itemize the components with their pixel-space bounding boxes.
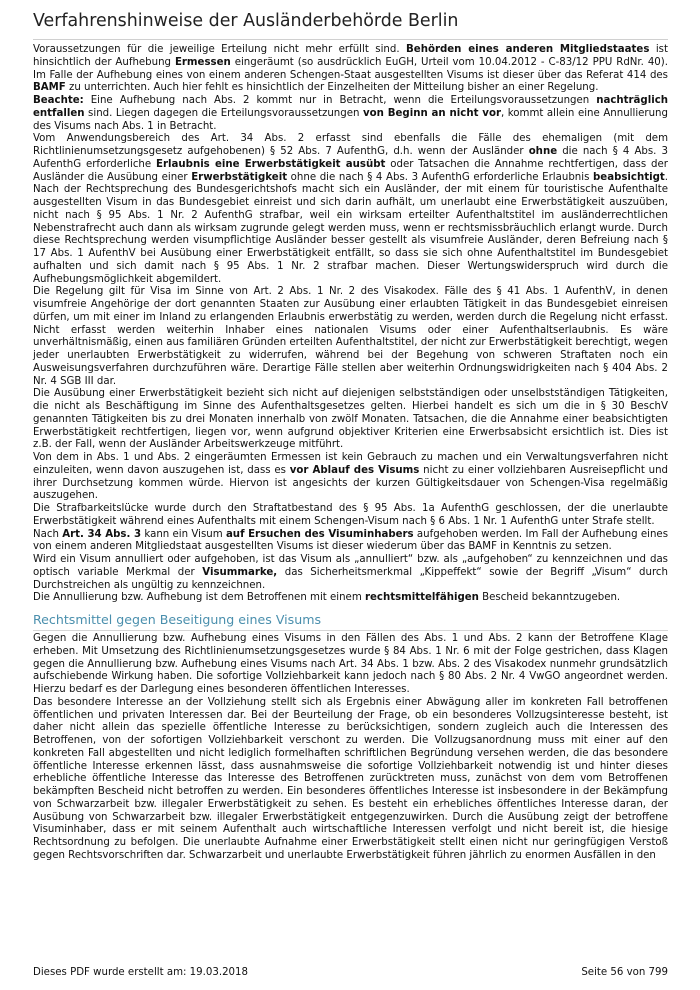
text-run: sind. Liegen dagegen die Erteilungsvoraussetzungen [84,107,363,119]
text-run: oder Tatsachen die Annahme rechtfertigen, dass der Ausländer die Ausübung einer [33,158,668,183]
emphasis-text: Beachte: [33,95,84,106]
text-run: ohne die nach § 4 Abs. 3 AufenthG erforderliche Erlaubnis [287,171,593,183]
text-run: Die Ausübung einer Erwerbstätigkeit bezieht sich nicht auf diejenigen selbstständigen oder unselbstständigen Tätigkeiten, die nicht als Beschäftigung im Sinne des Aufenthaltsgesetzes gelten. Hierbei handelt es sich um die in § 30 BeschV genannten Tätigkeiten bis zu drei Monaten innerhalb von zwölf Monaten. Tatsachen, die die Annahme einer beabsichtigten Erwerbstätigkeit rechtfertigen, liegen vor, wenn aufgrund objektiver Kriterien eine Erwerbsabsicht ersichtlich ist. Dies ist z.B. der Fall, wenn der Ausländer Arbeitswerkzeuge mitführt. [33,388,668,451]
paragraph [33,529,668,555]
emphasis-text: auf Ersuchen des Visuminhabers [225,528,414,540]
text-run: zu unterrichten. Auch hier fehlt es hinsichtlich der Einzelheiten der Mitteilung bisher an einer Regelung. [65,82,599,94]
text-run: nicht zu einer vollziehbaren Ausreisepflicht und ihrer Durchsetzung kommen würde. Hiervon ist angesichts der kurzen Gültigkeitsdauer von Schengen-Visa regelmäßig auszugehen. [33,464,669,502]
text-run: Die Strafbarkeitslücke wurde durch den Straftatbestand des § 95 Abs. 1a AufenthG geschlossen, der die unerlaubte Erwerbstätigkeit während eines Aufenthalts mit einem Schengen-Visum nach § 6 Abs. 1 Nr. 1 AufenthG unter Strafe stellt. [33,503,668,527]
text-run: die nach § 4 Abs. 3 AufenthG erforderliche [33,146,668,170]
emphasis-text: von Beginn an nicht vor [362,107,501,119]
text-run: das Sicherheitsmerkmal „Kippeffekt“ sowie der Begriff „Visum“ durch Durchstreichen als ungültig zu kennzeichnen. [33,566,668,591]
text-run: Vom Anwendungsbereich des Art. 34 Abs. 2 erfasst sind ebenfalls die Fälle des ehemaligen (mit dem Richtlinienumsetzungsgesetz aufgehobenen) § 52 Abs. 7 AufenthG, d.h. wenn der Ausländer [33,133,668,157]
title-divider [33,39,668,40]
text-run: Nach [33,528,63,540]
emphasis-text: Ermessen [174,56,231,68]
section-text-block [33,633,668,863]
footer-created-date: Dieses PDF wurde erstellt am: 19.03.2018 [33,967,249,978]
paragraph [33,388,668,452]
text-run: Die Regelung gilt für Visa im Sinne von Art. 2 Abs. 1 Nr. 2 des Visakodex. Fälle des § 41 Abs. 1 AufenthV, in denen visumfreie Angehörige der dort genannten Staaten zur Ausübung einer erlaubten Tätigkeit in das Bundesgebiet einreisen dürfen, um mit einer im Inland zu erlangenden Erlaubnis erwerbstätig zu werden, werden durch die Regelung nicht erfasst. Nicht erfasst werden weiterhin Inhaber eines nationalen Visums oder einer Aufenthaltserlaubnis. Es wäre unverhältnismäßig, einen aus familiären Gründen erteilten Aufenthaltstitel, der nicht zur Erwerbstätigkeit berechtigt, wegen jeder unerlaubten Erwerbstätigkeit zu widerrufen, während bei der Begehung von schweren Straftaten noch ein Ausweisungsverfahren durchzuführen wäre. Derartige Fälle stellen aber weiterhin Ordnungswidrigkeiten nach § 404 Abs. 2 Nr. 4 SGB III dar. [33,286,668,387]
text-run: kann ein Visum [141,528,226,540]
paragraph [33,503,668,529]
emphasis-text: BAMF [33,82,66,94]
paragraph [33,286,668,388]
emphasis-text: Behörden eines anderen Mitgliedstaates [406,44,650,55]
text-run: aufgehoben werden. Im Fall der Aufhebung eines von einem anderen Mitgliedstaat ausgestellten Visums ist dieser wiederum über das BAMF in Kenntnis zu setzen. [33,528,669,553]
section-heading: Rechtsmittel gegen Beseitigung eines Visums [33,612,322,627]
paragraph [33,592,668,605]
emphasis-text: rechtsmittelfähigen [365,592,479,604]
emphasis-text: ohne [528,146,558,157]
emphasis-text: Erlaubnis eine Erwerbstätigkeit ausübt [156,158,386,170]
section-divider [33,630,668,631]
text-run: ist hinsichtlich der Aufhebung [33,44,668,68]
text-run: Das besondere Interesse an der Vollziehung stellt sich als Ergebnis einer Abwägung aller im konkreten Fall betroffenen öffentlichen und privaten Interessen dar. Bei der Beurteilung der Frage, ob ein besonderes Vollzugsinteresse besteht, ist daher nicht allein das spezielle öffentliche Interesse zu berücksichtigen, sondern zugleich auch die Interessen des Betroffenen, von der sofortigen Vollziehbarkeit verschont zu werden. Die Vollzugsanordnung muss mit einer auf den konkreten Fall abgestellten und nicht lediglich formelhaften schriftlichen Begründung versehen werden, die das besondere öffentliche Interesse erkennen lässt, dass ausnahmsweise die sofortige Vollziehbarkeit notwendig ist und hinter dieses erhebliche öffentliche Interesse das Interesse des Betroffenen zurücktreten muss, zunächst von dem vom Betroffenen bekämpften Bescheid nicht betroffen zu werden. Ein besonderes öffentliches Interesse ist insbesondere in der Bekämpfung von Schwarzarbeit bzw. illegaler Erwerbstätigkeit zu sehen. Es besteht ein erhebliches öffentliches Interesse daran, der Ausübung von Schwarzarbeit bzw. illegaler Erwerbstätigkeit entgegenzuwirken. Durch die Ausübung zeigt der betroffene Visuminhaber, dass er mit seinem Aufenthalt auch wirtschaftliche Interessen verfolgt und nicht bereit ist, die hiesige Rechtsordnung zu befolgen. Die unerlaubte Aufnahme einer Erwerbstätigkeit stellt einen nicht nur geringfügigen Verstoß gegen Rechtsvorschriften dar. Schwarzarbeit und unerlaubte Erwerbstätigkeit führen jährlich zu enormen Ausfällen in den [33,696,668,861]
paragraph [33,554,668,592]
text-run: . Nach der Rechtsprechung des Bundesgerichtshofs macht sich ein Ausländer, der mit einem für touristische Aufenthalte ausgestellten Visum in das Bundesgebiet einreist und sich darin aufhält, um unerlaubt eine Erwerbstätigkeit auszuüben, nicht nach § 95 Abs. 1 Nr. 2 AufenthG strafbar, weil ein wirksam erteilter Aufenthaltstitel im ausländerrechtlichen Nebenstrafrecht auch dann als wirksam zugrunde gelegt werden muss, wenn er rechtsmissbräuchlich erlangt wurde. Durch diese Rechtsprechung werden visumpflichtige Ausländer besser gestellt als visumfreie Ausländer, deren Befreiung nach § 17 Abs. 1 AufenthV bei Ausübung einer Erwerbstätigkeit entfällt, so dass sie sich ohne Aufenthaltstitel im Bundesgebiet aufhalten und sich damit nach § 95 Abs. 1 Nr. 2 strafbar machen. Dieser Wertungswiderspruch wird durch die Aufhebungsmöglichkeit abgemildert. [33,171,668,285]
text-run: Wird ein Visum annulliert oder aufgehoben, ist das Visum als „annulliert“ bzw. als „aufgehoben“ zu kennzeichnen und das optisch variable Merkmal der [33,554,668,578]
document-page [33,0,668,863]
body-text-block [33,44,668,605]
paragraph [33,95,668,133]
footer-page-number: Seite 56 von 799 [581,967,668,978]
text-run: Gegen die Annullierung bzw. Aufhebung eines Visums in den Fällen des Abs. 1 und Abs. 2 kann der Betroffene Klage erheben. Mit Umsetzung des Richtlinienumsetzungsgesetzes wurde § 84 Abs. 1 Nr. 6 mit der Folge gestrichen, dass Klagen gegen die Annullierung bzw. Aufhebung eines Visums nach Art. 34 Abs. 1 bzw. Abs. 2 des Visakodex nunmehr grundsätzlich aufschiebende Wirkung haben. Die sofortige Vollziehbarkeit kann jedoch nach § 80 Abs. 2 Nr. 4 VwGO angeordnet werden. Hierzu bedarf es der Darlegung eines besonderen öffentlichen Interesses. [33,633,668,695]
paragraph [33,697,668,863]
text-run: Eine Aufhebung nach Abs. 2 kommt nur in Betracht, wenn die Erteilungsvoraussetzungen [83,95,597,106]
emphasis-text: Visummarke, [202,566,278,578]
text-run: Die Annullierung bzw. Aufhebung ist dem Betroffenen mit einem [33,592,365,604]
text-run: , kommt allein eine Annullierung des Visums nach Abs. 1 in Betracht. [33,107,668,132]
text-run: Voraussetzungen für die jeweilige Erteilung nicht mehr erfüllt sind. [33,44,407,55]
paragraph [33,133,668,286]
emphasis-text: vor Ablauf des Visums [289,464,420,476]
text-run: Von dem in Abs. 1 und Abs. 2 eingeräumten Ermessen ist kein Gebrauch zu machen und ein Verwaltungsverfahren nicht einzuleiten, wenn davon auszugehen ist, dass es [33,452,668,476]
paragraph [33,633,668,697]
emphasis-text: beabsichtigt [593,171,665,183]
emphasis-text: Art. 34 Abs. 3 [62,528,142,540]
paragraph [33,44,668,95]
text-run: Bescheid bekanntzugeben. [478,592,621,604]
emphasis-text: nachträglich entfallen [33,95,668,119]
page-title: Verfahrenshinweise der Ausländerbehörde Berlin [33,11,459,31]
text-run: eingeräumt (so ausdrücklich EuGH, Urteil vom 10.04.2012 - C-83/12 PPU RdNr. 40). Im Falle der Aufhebung eines von einem anderen Schengen-Staat ausgestellten Visums ist dieser über das Referat 414 des [33,56,669,81]
paragraph [33,452,668,503]
emphasis-text: Erwerbstätigkeit [191,171,288,183]
